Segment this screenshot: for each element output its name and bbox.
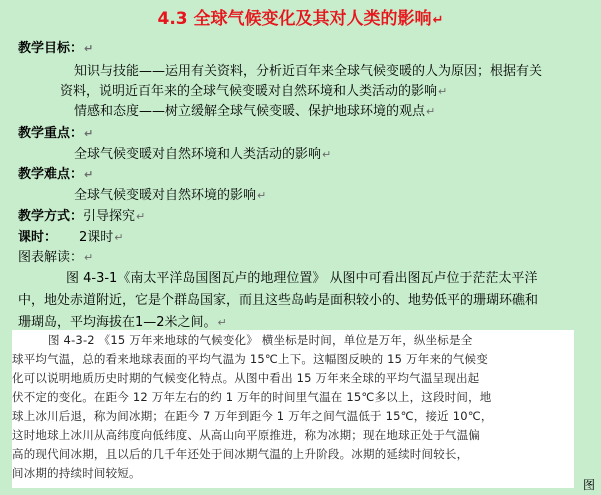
return-mark: ↵ bbox=[84, 251, 94, 264]
return-mark: ↵ bbox=[136, 210, 146, 223]
objectives-text: 情感和态度——树立缓解全球气候变暖、保护地球环境的观点 bbox=[74, 104, 426, 119]
return-mark: ↵ bbox=[257, 189, 267, 202]
difficulties-content: 全球气候变暖对自然环境的影响 bbox=[74, 188, 257, 203]
difficulties-label-text: 教学难点： bbox=[18, 167, 84, 182]
objectives-line-2 bbox=[60, 83, 447, 101]
objectives-text: 资料，说明近百年来的全球气候变暖对自然环境和人类活动的影响 bbox=[60, 84, 438, 99]
objectives-line-1 bbox=[74, 63, 542, 81]
hours-line bbox=[18, 229, 124, 247]
hours-text: 2课时 bbox=[79, 230, 114, 245]
difficulties-label bbox=[18, 166, 93, 184]
return-mark: ↵ bbox=[432, 13, 444, 28]
fig2-line-3: 化可以说明地质历史时期的气候变化特点。从图中看出 15 万年来全球的平均气温呈现出起 bbox=[12, 371, 480, 385]
hours-label: 课时： bbox=[18, 230, 58, 245]
key-points-content: 全球气候变暖对自然环境和人类活动的影响 bbox=[74, 147, 322, 162]
return-mark: ↵ bbox=[217, 316, 227, 329]
key-points-label bbox=[18, 125, 93, 143]
return-mark: ↵ bbox=[84, 168, 94, 181]
corner-text: 图 bbox=[582, 478, 595, 492]
fig2-line-2: 球平均气温，总的看来地球表面的平均气温为 15℃上下。这幅图反映的 15 万年来的气候变 bbox=[12, 352, 488, 366]
scanned-figure-text bbox=[12, 330, 574, 488]
objectives-line-3 bbox=[74, 103, 435, 121]
fig1-text: 中，地处赤道附近，它是个群岛国家，而且这些岛屿是面积较小的、地势低平的珊瑚环礁和 bbox=[18, 293, 539, 308]
fig1-line-1 bbox=[66, 270, 537, 288]
fig1-text: 图 4-3-1《南太平洋岛国图瓦卢的地理位置》 从图中可看出图瓦卢位于茫茫太平洋 bbox=[66, 271, 538, 286]
figure-section-label-text: 图表解读： bbox=[18, 250, 84, 265]
figure-section-label bbox=[18, 249, 93, 267]
return-mark: ↵ bbox=[114, 231, 124, 244]
return-mark: ↵ bbox=[322, 148, 332, 161]
fig1-text: 珊瑚岛，平均海拔在1—2米之间。 bbox=[18, 315, 217, 330]
key-points-label-text: 教学重点： bbox=[18, 126, 84, 141]
document-title bbox=[0, 8, 601, 32]
fig2-line-6: 这时地球上冰川从高纬度向低纬度、从高山向平原推进，称为冰期；现在地球正处于气温偏 bbox=[12, 428, 480, 442]
fig2-line-4: 伏不定的变化。在距今 12 万年左右的约 1 万年的时间里气温在 15℃多以上，这段时间，地 bbox=[12, 390, 492, 404]
difficulties-text bbox=[74, 187, 266, 205]
objectives-label bbox=[18, 40, 93, 58]
fig1-line-2 bbox=[18, 292, 538, 310]
method-label: 教学方式： bbox=[18, 209, 84, 224]
objectives-label-text: 教学目标： bbox=[18, 41, 84, 56]
return-mark: ↵ bbox=[426, 105, 436, 118]
method-text: 引导探究 bbox=[83, 209, 136, 224]
return-mark: ↵ bbox=[84, 127, 94, 140]
fig2-line-7: 高的现代间冰期，且以后的几千年还处于间冰期气温的上升阶段。冰期的延续时间较长， bbox=[12, 447, 469, 461]
return-mark: ↵ bbox=[84, 42, 94, 55]
return-mark: ↵ bbox=[438, 85, 448, 98]
fig2-line-1: 图 4-3-2 《15 万年来地球的气候变化》 横坐标是时间，单位是万年，纵坐标是全 bbox=[48, 333, 473, 347]
method-line bbox=[18, 208, 145, 226]
title-text: 4.3 全球气候变化及其对人类的影响 bbox=[157, 9, 432, 29]
objectives-text: 知识与技能——运用有关资料，分析近百年来全球气候变暖的人为原因；根据有关 bbox=[74, 64, 543, 79]
fig2-line-8: 间冰期的持续时间较短。 bbox=[12, 466, 141, 480]
key-points-text bbox=[74, 146, 331, 164]
fig2-line-5: 球上冰川后退，称为间冰期；在距今 7 万年到距今 1 万年之间气温低于 15℃，接近 10℃， bbox=[12, 409, 493, 423]
